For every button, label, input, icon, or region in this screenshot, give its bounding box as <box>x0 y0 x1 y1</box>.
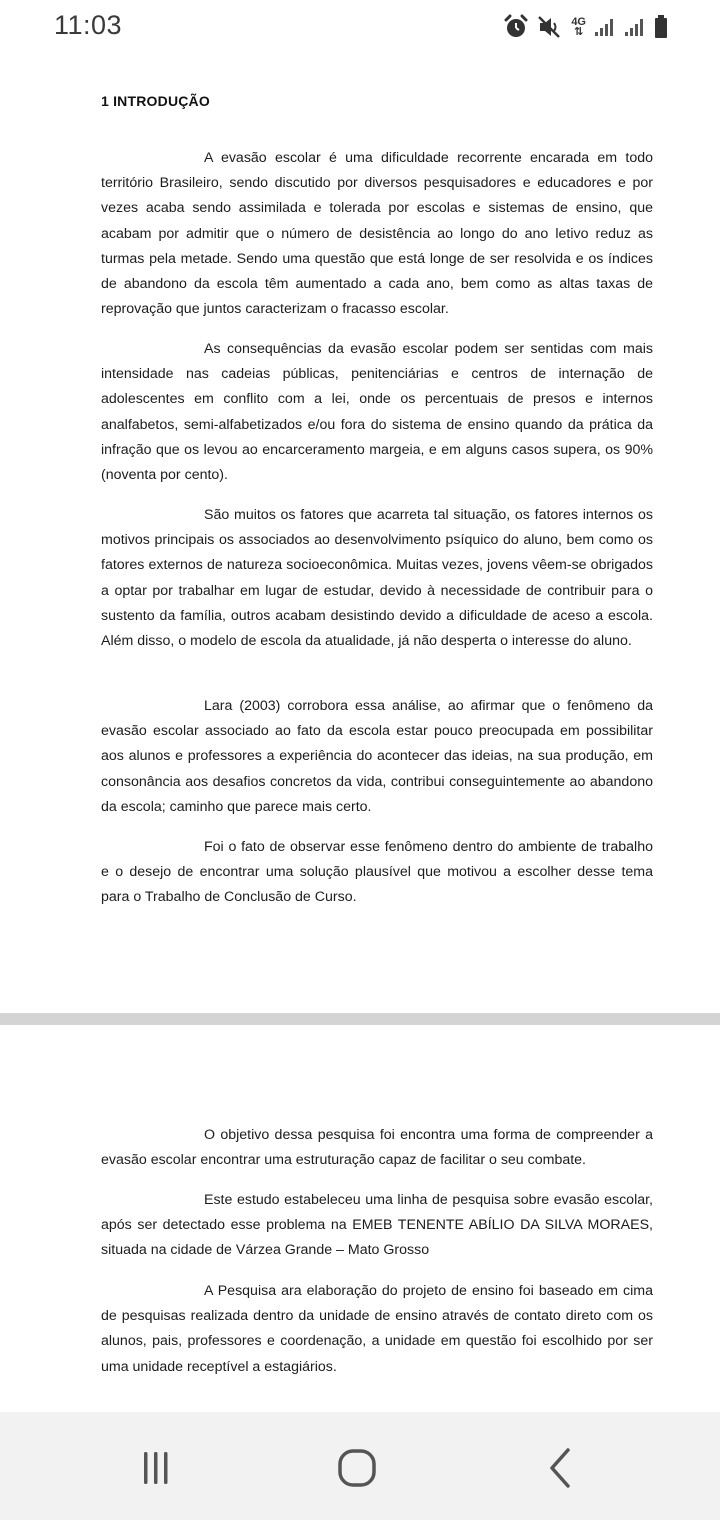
status-icons <box>503 14 668 40</box>
document-page-1[interactable] <box>0 54 720 1016</box>
paragraph: A Pesquisa ara elaboração do projeto de ensino foi baseado em cima de pesquisas realizada dentro da unidade de ensino através de contato direto com os alunos, pais, professores e coordenação, a unidade em questão foi escolhido por ser uma unidade receptível a estagiários. <box>101 1283 653 1375</box>
alarm-icon <box>503 14 529 40</box>
paragraph: São muitos os fatores que acarreta tal situação, os fatores internos os motivos principais os associados ao desenvolvimento psíquico do aluno, bem como os fatores externos de natureza socioeconômica. Muitas vezes, jovens vêem-se obrigados a optar por trabalhar em lugar de estudar, devido à necessidade de contribuir para o sustento da família, outros acabam desistindo devido a dificuldade de aceso a escola. Além disso, o modelo de escola da atualidade, já não desperta o interesse do aluno. <box>101 507 653 650</box>
document-page-2[interactable] <box>0 1025 720 1412</box>
section-heading: 1 INTRODUÇÃO <box>101 93 210 109</box>
paragraph: As consequências da evasão escolar podem ser sentidas com mais intensidade nas cadeias públicas, penitenciárias e centros de internação de adolescentes em conflito com a lei, onde os percentuais de presos e internos analfabetos, semi-alfabetizados e/ou fora do sistema de ensino quando da prática da infração que os levou ao encarceramento margeia, e em alguns casos supera, os 90% (noventa por cento). <box>101 341 653 484</box>
home-button[interactable] <box>327 1448 387 1488</box>
status-time: 11:03 <box>54 10 123 40</box>
status-bar <box>0 0 720 54</box>
network-4g-icon: 4G ⇅ <box>571 16 586 38</box>
page-separator <box>0 1013 720 1025</box>
battery-icon <box>654 15 668 39</box>
recent-apps-button[interactable] <box>126 1448 186 1488</box>
mute-icon <box>537 15 563 39</box>
paragraph: Este estudo estabeleceu uma linha de pesquisa sobre evasão escolar, após ser detectado esse problema na EMEB TENENTE ABÍLIO DA SILVA MORAES, situada na cidade de Várzea Grande – Mato Grosso <box>101 1192 653 1259</box>
paragraph: Lara (2003) corrobora essa análise, ao afirmar que o fenômeno da evasão escolar associado ao fato da escola estar pouco preocupada em possibilitar aos alunos e professores a experiência do acontecer das ideias, na sua produção, em consonância aos desafios concretos da vida, contribui conseguintemente ao abandono da escola; caminho que parece mais certo. <box>101 698 653 815</box>
home-icon <box>335 1446 379 1490</box>
signal-icon <box>624 17 646 37</box>
paragraph: Foi o fato de observar esse fenômeno dentro do ambiente de trabalho e o desejo de encontrar uma solução plausível que motivou a escolher desse tema para o Trabalho de Conclusão de Curso. <box>101 839 653 906</box>
recent-apps-icon <box>136 1448 176 1488</box>
back-button[interactable] <box>530 1448 590 1488</box>
paragraph: O objetivo dessa pesquisa foi encontra uma forma de compreender a evasão escolar encontrar uma estruturação capaz de facilitar o seu combate. <box>101 1127 653 1169</box>
navigation-bar <box>0 1412 720 1520</box>
back-icon <box>540 1446 580 1490</box>
signal-icon <box>594 17 616 37</box>
paragraph: A evasão escolar é uma dificuldade recorrente encarada em todo território Brasileiro, sendo discutido por diversos pesquisadores e educadores e por vezes acaba sendo assimilada e tolerada por escolas e sistemas de ensino, que acabam por admitir que o número de desistência ao longo do ano letivo reduz as turmas pela metade. Sendo uma questão que está longe de ser resolvida e os índices de abandono da escola têm aumentado a cada ano, bem como as altas taxas de reprovação que juntos caracterizam o fracasso escolar. <box>101 150 653 318</box>
network-label: 4G <box>571 16 586 28</box>
